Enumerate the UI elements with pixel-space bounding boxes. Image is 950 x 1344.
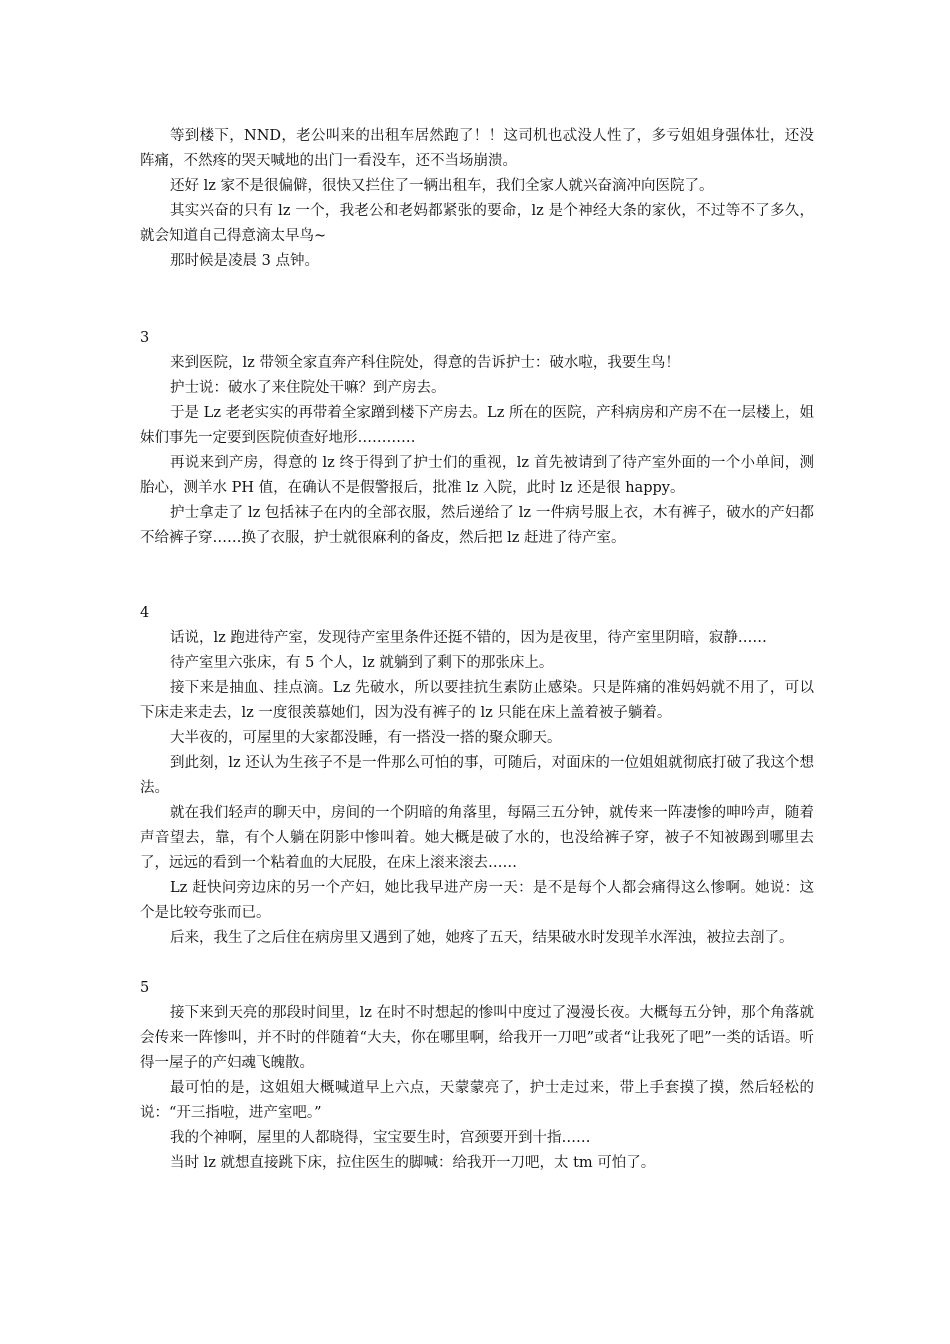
section-number: 4	[140, 605, 150, 621]
paragraph: 话说，lz 跑进待产室，发现待产室里条件还挺不错的，因为是夜里，待产室里阴暗，寂静……	[170, 630, 767, 646]
paragraph: 等到楼下，NND，老公叫来的出租车居然跑了！！这司机也忒没人性了，多亏姐姐身强体壮，还没阵痛，不然疼的哭天喊地的出门一看没车，还不当场崩溃。	[140, 128, 814, 169]
paragraph: Lz 赶快问旁边床的另一个产妇，她比我早进产房一天：是不是每个人都会痛得这么惨啊。她说：这个是比较夸张而已。	[140, 880, 814, 921]
paragraph: 其实兴奋的只有 lz 一个，我老公和老妈都紧张的要命，lz 是个神经大条的家伙，不过等不了多久，就会知道自己得意滴太早鸟~	[140, 203, 814, 244]
paragraph: 后来，我生了之后住在病房里又遇到了她，她疼了五天，结果破水时发现羊水浑浊，被拉去剖了。	[170, 930, 794, 946]
paragraph: 最可怕的是，这姐姐大概喊道早上六点，天蒙蒙亮了，护士走过来，带上手套摸了摸，然后轻松的说：“开三指啦，进产室吧。”	[140, 1080, 814, 1121]
section-number: 3	[140, 330, 150, 346]
paragraph: 到此刻，lz 还认为生孩子不是一件那么可怕的事，可随后，对面床的一位姐姐就彻底打破了我这个想法。	[140, 755, 814, 796]
paragraph: 当时 lz 就想直接跳下床，拉住医生的脚喊：给我开一刀吧，太 tm 可怕了。	[170, 1155, 656, 1171]
paragraph: 来到医院，lz 带领全家直奔产科住院处，得意的告诉护士：破水啦，我要生鸟！	[170, 355, 680, 371]
paragraph: 护士拿走了 lz 包括袜子在内的全部衣服，然后递给了 lz 一件病号服上衣，木有裤子，破水的产妇都不给裤子穿……换了衣服，护士就很麻利的备皮，然后把 lz 赶进了待产室。	[140, 505, 814, 546]
section-number: 5	[140, 980, 150, 996]
paragraph: 大半夜的，可屋里的大家都没睡，有一搭没一搭的聚众聊天。	[170, 730, 562, 746]
section-3	[140, 326, 814, 551]
intro-section	[140, 124, 814, 274]
paragraph: 待产室里六张床，有 5 个人，lz 就躺到了剩下的那张床上。	[170, 655, 554, 671]
paragraph: 接下来是抽血、挂点滴。Lz 先破水，所以要挂抗生素防止感染。只是阵痛的准妈妈就不用了，可以下床走来走去，lz 一度很羡慕她们，因为没有裤子的 lz 只能在床上盖着被子躺着。	[140, 680, 814, 721]
paragraph: 于是 Lz 老老实实的再带着全家蹭到楼下产房去。Lz 所在的医院，产科病房和产房不在一层楼上，姐妹们事先一定要到医院侦查好地形…………	[140, 405, 814, 446]
paragraph: 还好 lz 家不是很偏僻，很快又拦住了一辆出租车，我们全家人就兴奋滴冲向医院了。	[170, 178, 714, 194]
paragraph: 我的个神啊，屋里的人都晓得，宝宝要生时，宫颈要开到十指……	[170, 1130, 591, 1146]
paragraph: 护士说：破水了来住院处干嘛？到产房去。	[170, 380, 446, 396]
paragraph: 就在我们轻声的聊天中，房间的一个阴暗的角落里，每隔三五分钟，就传来一阵凄惨的呻吟声，随着声音望去，靠，有个人躺在阴影中惨叫着。她大概是破了水的，也没给裤子穿，被子不知被踢到哪里去了，远远的看到一个粘着血的大屁股，在床上滚来滚去……	[140, 805, 814, 871]
paragraph: 接下来到天亮的那段时间里，lz 在时不时想起的惨叫中度过了漫漫长夜。大概每五分钟，那个角落就会传来一阵惨叫，并不时的伴随着“大夫，你在哪里啊，给我开一刀吧”或者“让我死了吧”一类的话语。听得一屋子的产妇魂飞魄散。	[140, 1005, 814, 1071]
section-5	[140, 976, 814, 1176]
paragraph: 再说来到产房，得意的 lz 终于得到了护士们的重视，lz 首先被请到了待产室外面的一个小单间，测胎心，测羊水 PH 值，在确认不是假警报后，批准 lz 入院，此时 lz 还是很 happy。	[140, 455, 814, 496]
paragraph: 那时候是凌晨 3 点钟。	[170, 253, 319, 269]
document-page	[140, 124, 814, 1176]
section-4	[140, 601, 814, 951]
